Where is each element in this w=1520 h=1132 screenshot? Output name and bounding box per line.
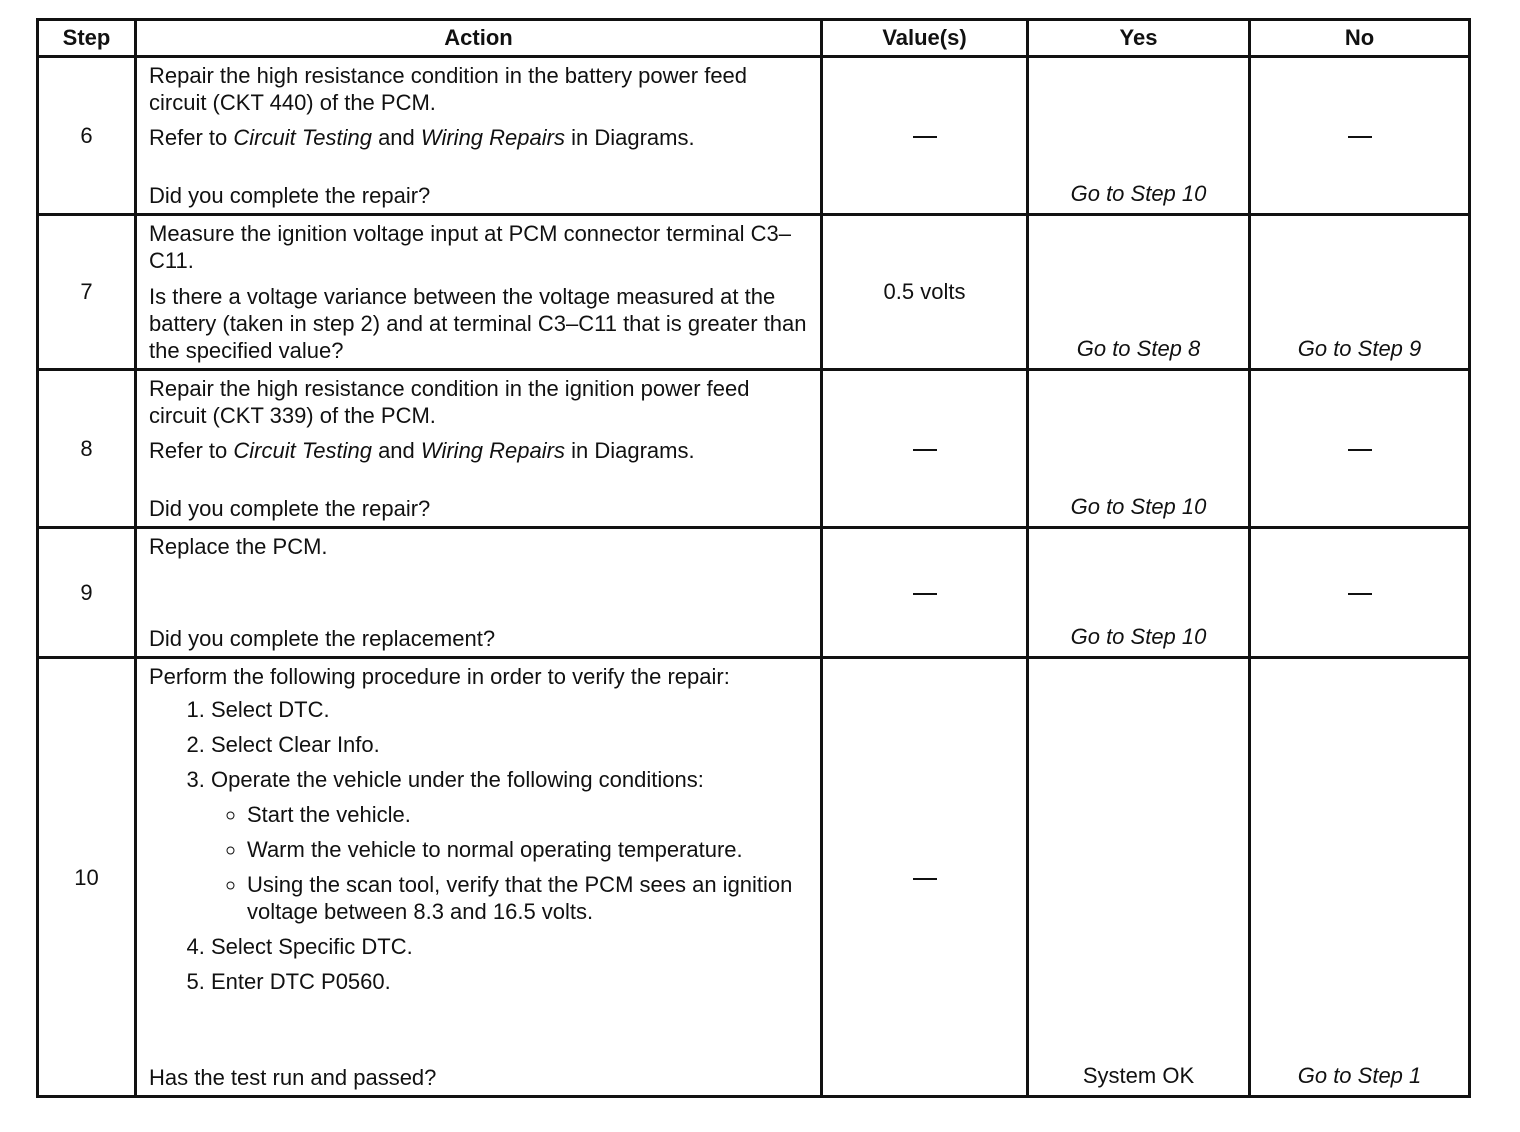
- action-text: [149, 437, 808, 464]
- header-step: Step: [38, 20, 136, 57]
- action-text-part: in Diagrams.: [564, 437, 695, 463]
- dash-mark: [1348, 136, 1372, 138]
- value-cell: [822, 369, 1028, 527]
- table-row-step-8: [38, 369, 1470, 527]
- action-text-part: Repair the high resistance condition in the battery power feed circuit (CKT 440) of the PCM.: [149, 63, 748, 115]
- procedure-list: [149, 696, 808, 1003]
- procedure-step: 5. Enter DTC P0560.: [211, 968, 808, 995]
- diagnostic-table: [36, 18, 1471, 1098]
- action-text-part: Repair the high resistance condition in the ignition power feed circuit (CKT 339) of the PCM.: [149, 375, 750, 428]
- action-text-part: and: [371, 437, 421, 463]
- action-question: Did you complete the repair?: [149, 495, 431, 521]
- no-result: [1250, 57, 1470, 215]
- dash-mark: [913, 878, 937, 880]
- action-cell: [136, 527, 822, 657]
- action-text-part: Measure the ignition voltage input at PCM connector terminal C3–C11.: [149, 221, 792, 274]
- table-row-step-10: [38, 658, 1470, 1097]
- procedure-step: 2. Select Clear Info.: [211, 731, 808, 758]
- dash-mark: [913, 449, 937, 451]
- step-number: 7: [38, 215, 136, 369]
- procedure-step: 4. Select Specific DTC.: [211, 933, 808, 960]
- action-text: [149, 533, 808, 560]
- action-text: [149, 220, 808, 274]
- yes-result: System OK: [1028, 658, 1250, 1097]
- condition-item: ◦ Start the vehicle.: [247, 801, 808, 828]
- header-yes: Yes: [1028, 20, 1250, 57]
- action-text: [149, 375, 808, 429]
- value-cell: 0.5 volts: [822, 215, 1028, 369]
- procedure-step-text: Operate the vehicle under the following conditions:: [211, 767, 704, 793]
- table-row-step-9: [38, 527, 1470, 657]
- dash-mark: [1348, 449, 1372, 451]
- no-result: Go to Step 9: [1250, 215, 1470, 369]
- value-cell: [822, 658, 1028, 1097]
- condition-item: ◦ Using the scan tool, verify that the PCM sees an ignition voltage between 8.3 and 16.5 volts.: [247, 871, 808, 925]
- reference-title: Wiring Repairs: [420, 437, 565, 463]
- procedure-step: [211, 766, 808, 925]
- table-row-step-6: [38, 57, 1470, 215]
- table-row-step-7: [38, 215, 1470, 369]
- header-values: Value(s): [822, 20, 1028, 57]
- action-text-part: in Diagrams.: [564, 125, 695, 150]
- no-result: [1250, 369, 1470, 527]
- action-text: [149, 124, 808, 151]
- condition-list: [211, 801, 808, 925]
- action-question: Is there a voltage variance between the voltage measured at the battery (taken in step 2) and at terminal C3–C11 that is greater than the specified value?: [149, 283, 807, 363]
- action-cell: [136, 57, 822, 215]
- action-question: Did you complete the repair?: [149, 183, 431, 209]
- action-question: Did you complete the replacement?: [149, 626, 496, 652]
- action-text-part: and: [371, 125, 421, 150]
- action-text-part: Replace the PCM.: [149, 533, 328, 559]
- reference-title: Circuit Testing: [233, 437, 372, 463]
- dash-mark: [913, 136, 937, 138]
- header-row: [38, 20, 1470, 57]
- action-text: Perform the following procedure in order to verify the repair:: [149, 664, 730, 690]
- condition-item: ◦ Warm the vehicle to normal operating temperature.: [247, 836, 808, 863]
- action-text-part: Refer to: [149, 125, 234, 150]
- reference-title: Wiring Repairs: [420, 125, 565, 150]
- no-result: Go to Step 1: [1250, 658, 1470, 1097]
- header-no: No: [1250, 20, 1470, 57]
- yes-result: Go to Step 8: [1028, 215, 1250, 369]
- value-cell: [822, 527, 1028, 657]
- action-cell: [136, 658, 822, 1097]
- value-cell: [822, 57, 1028, 215]
- yes-result: Go to Step 10: [1028, 369, 1250, 527]
- header-action: Action: [136, 20, 822, 57]
- action-question: Has the test run and passed?: [149, 1065, 437, 1090]
- dash-mark: [1348, 593, 1372, 595]
- step-number: 9: [38, 527, 136, 657]
- step-number: 6: [38, 57, 136, 215]
- yes-result: Go to Step 10: [1028, 527, 1250, 657]
- yes-result: Go to Step 10: [1028, 57, 1250, 215]
- action-cell: [136, 369, 822, 527]
- action-cell: [136, 215, 822, 369]
- dash-mark: [913, 593, 937, 595]
- action-text-part: Refer to: [149, 437, 234, 463]
- action-text: [149, 62, 808, 116]
- step-number: 8: [38, 369, 136, 527]
- procedure-step: 1. Select DTC.: [211, 696, 808, 723]
- reference-title: Circuit Testing: [233, 125, 372, 150]
- no-result: [1250, 527, 1470, 657]
- step-number: 10: [38, 658, 136, 1097]
